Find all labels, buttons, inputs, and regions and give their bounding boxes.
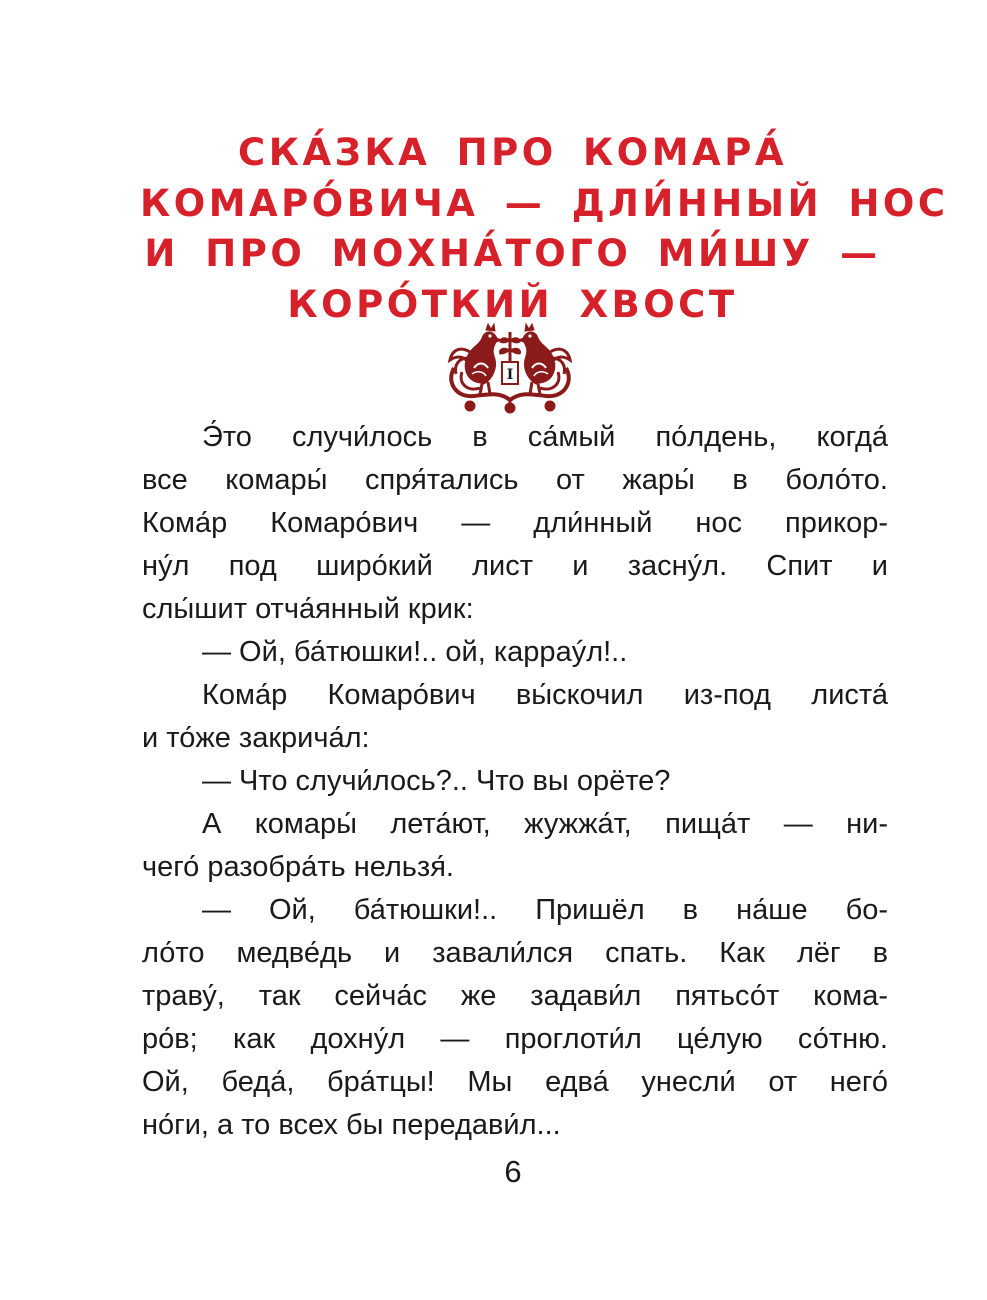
text-line-15: ро́в; как дохну́л — проглоти́л це́лую со́тню. bbox=[142, 1023, 888, 1055]
text-line-17: но́ги, а то всех бы передави́л... bbox=[142, 1109, 561, 1141]
text-line-3: Кома́р Комаро́вич — дли́нный нос прикор- bbox=[142, 507, 888, 539]
chapter-number: I bbox=[506, 367, 514, 383]
text-line-14: траву́, так сейча́с же задави́л пятьсо́т кома- bbox=[142, 980, 888, 1012]
roosters-ornament-icon bbox=[440, 322, 580, 414]
text-line-7: Кома́р Комаро́вич вы́скочил из-под листа́ bbox=[202, 679, 888, 711]
text-line-13: ло́то медве́дь и завали́лся спать. Как лёг в bbox=[142, 937, 888, 969]
text-line-4: ну́л под широ́кий лист и засну́л. Спит и bbox=[142, 550, 888, 582]
page-number: 6 bbox=[504, 1154, 522, 1189]
title-line-3: И ПРО МОХНА́ТОГО МИ́ШУ — bbox=[144, 232, 881, 275]
text-line-11: чего́ разобра́ть нельзя́. bbox=[142, 851, 454, 883]
story-text bbox=[142, 416, 888, 1147]
title-line-4: КОРО́ТКИЙ ХВОСТ bbox=[287, 282, 738, 326]
title-line-1: СКА́ЗКА ПРО КОМАРА́ bbox=[238, 131, 787, 174]
text-line-9: — Что случи́лось?.. Что вы орёте? bbox=[202, 765, 671, 797]
text-line-6: — Ой, ба́тюшки!.. ой, карраýл!.. bbox=[202, 636, 628, 668]
title-line-2: КОМАРО́ВИЧА — ДЛИ́ННЫЙ НОС bbox=[140, 181, 949, 225]
story-title bbox=[140, 128, 949, 330]
text-line-12: — Ой, ба́тюшки!.. Пришёл в на́ше бо- bbox=[202, 894, 888, 926]
text-line-1: Э́то случи́лось в са́мый по́лдень, когда́ bbox=[202, 421, 888, 453]
text-line-16: Ой, беда́, бра́тцы! Мы едва́ унесли́ от него́ bbox=[142, 1066, 888, 1098]
text-line-8: и то́же закрича́л: bbox=[142, 722, 370, 754]
text-line-10: А комары́ лета́ют, жужжа́т, пища́т — ни- bbox=[202, 808, 888, 840]
text-line-2: все комары́ спря́тались от жары́ в боло́то. bbox=[142, 464, 888, 496]
text-line-5: слы́шит отча́янный крик: bbox=[142, 593, 474, 625]
